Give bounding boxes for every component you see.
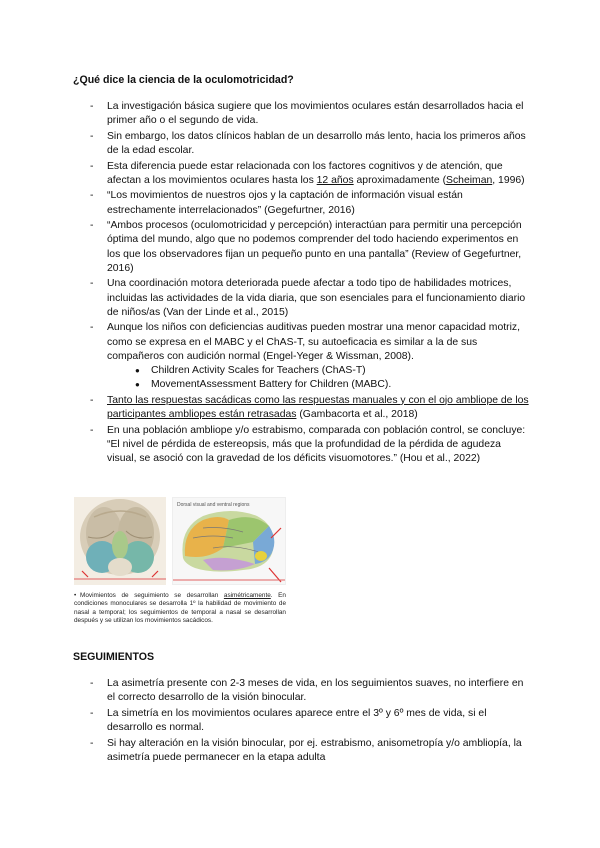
brain-lateral-figure xyxy=(172,497,286,585)
link-12-anos[interactable]: 12 años xyxy=(316,174,354,186)
list-item: - Una coordinación motora deteriorada puede afectar a todo tipo de habilidades motrices, incluidas las actividades de la vida diaria, que son esenciales para el funcionamiento diario de niños/as (Van der Linde et al., 2015) xyxy=(90,277,530,320)
item-text-underlined: Tanto las respuestas sacádicas como las respuestas manuales y con el ojo ambliope de los participantes ambliopes están retrasadas xyxy=(107,394,529,420)
brain-inferior-figure xyxy=(74,497,166,585)
list-item: - “Ambos procesos (oculomotricidad y percepción) interactúan para permitir una percepción óptima del mundo, algo que no podemos comprender del todo haciendo experimentos en los que los observadores fijan un pequeño punto en una pantalla” (Review of Gegefurtner, 2016) xyxy=(90,219,530,276)
sub-list xyxy=(107,364,530,392)
section-heading-seguimientos: SEGUIMIENTOS xyxy=(73,651,155,663)
list-item: - La asimetría presente con 2-3 meses de vida, en los seguimientos suaves, no interfiere en el correcto desarrollo de la visión binocular. xyxy=(90,677,530,705)
list-item xyxy=(90,394,530,422)
item-text: Esta diferencia puede estar relacionada con los factores cognitivos y de atención, que afectan a los movimientos oculares hasta los xyxy=(107,160,503,186)
figure-caption xyxy=(74,592,286,626)
list-item xyxy=(90,160,530,188)
section-heading: ¿Qué dice la ciencia de la oculomotricidad? xyxy=(73,74,294,86)
item-text: Aunque los niños con deficiencias auditivas pueden mostrar una menor capacidad motriz, como se expresa en el MABC y el ChAS-T, su autoeficacia es similar a la de sus compañeros con audición normal (Engel-Yeger & Wissman, 2008). xyxy=(107,322,520,362)
main-bullet-list xyxy=(90,100,530,468)
list-item: - “Los movimientos de nuestros ojos y la captación de información visual están estrechamente interrelacionados” (Gegefurtner, 2016) xyxy=(90,189,530,217)
caption-underlined: asimétricamente xyxy=(223,592,271,599)
list-item: - En una población ambliope y/o estrabismo, comparada con población control, se concluye: “El nivel de pérdida de estereopsis, más que la profundidad de la pérdida de agudeza visual, se asoció con la gravedad de los déficits visuomotores.” (Hou et al., 2022) xyxy=(90,424,530,467)
list-item: - Si hay alteración en la visión binocular, por ej. estrabismo, anisometropía y/o ambliopía, la asimetría puede permanecer en la etapa adulta xyxy=(90,737,530,765)
seguimientos-bullet-list xyxy=(90,677,530,766)
item-text: (Gambacorta et al., 2018) xyxy=(296,409,418,420)
sub-list-item: ● Children Activity Scales for Teachers (ChAS-T) xyxy=(135,364,530,378)
brain-inferior-image xyxy=(74,497,166,585)
caption-text: . En condiciones monoculares se desarrolla 1º la habilidad de movimiento de nasal a temporal; los seguimientos de temporal a nasal se desarrollan después y se utilizan los movimientos sacádicos. xyxy=(74,592,286,625)
figure-title: Dorsal visual and ventral regions xyxy=(177,502,250,508)
caption-text: Movimientos de seguimiento se desarrollan xyxy=(80,592,224,599)
bullet-icon: • xyxy=(74,592,77,599)
item-text: , 1996) xyxy=(492,174,525,186)
list-item: - Sin embargo, los datos clínicos hablan de un desarrollo más lento, hacia los primeros años de la edad escolar. xyxy=(90,130,530,158)
list-item: - La investigación básica sugiere que los movimientos oculares están desarrollados hacia el primer año o el segundo de vida. xyxy=(90,100,530,128)
item-text: aproximadamente ( xyxy=(353,174,447,186)
list-item: - La simetría en los movimientos oculares aparece entre el 3º y 6º mes de vida, si el desarrollo es normal. xyxy=(90,707,530,735)
sub-list-item: ● MovementAssessment Battery for Children (MABC). xyxy=(135,378,530,392)
brain-lateral-image xyxy=(173,498,286,585)
link-scheiman[interactable]: Scheiman xyxy=(446,174,493,186)
list-item xyxy=(90,321,530,392)
